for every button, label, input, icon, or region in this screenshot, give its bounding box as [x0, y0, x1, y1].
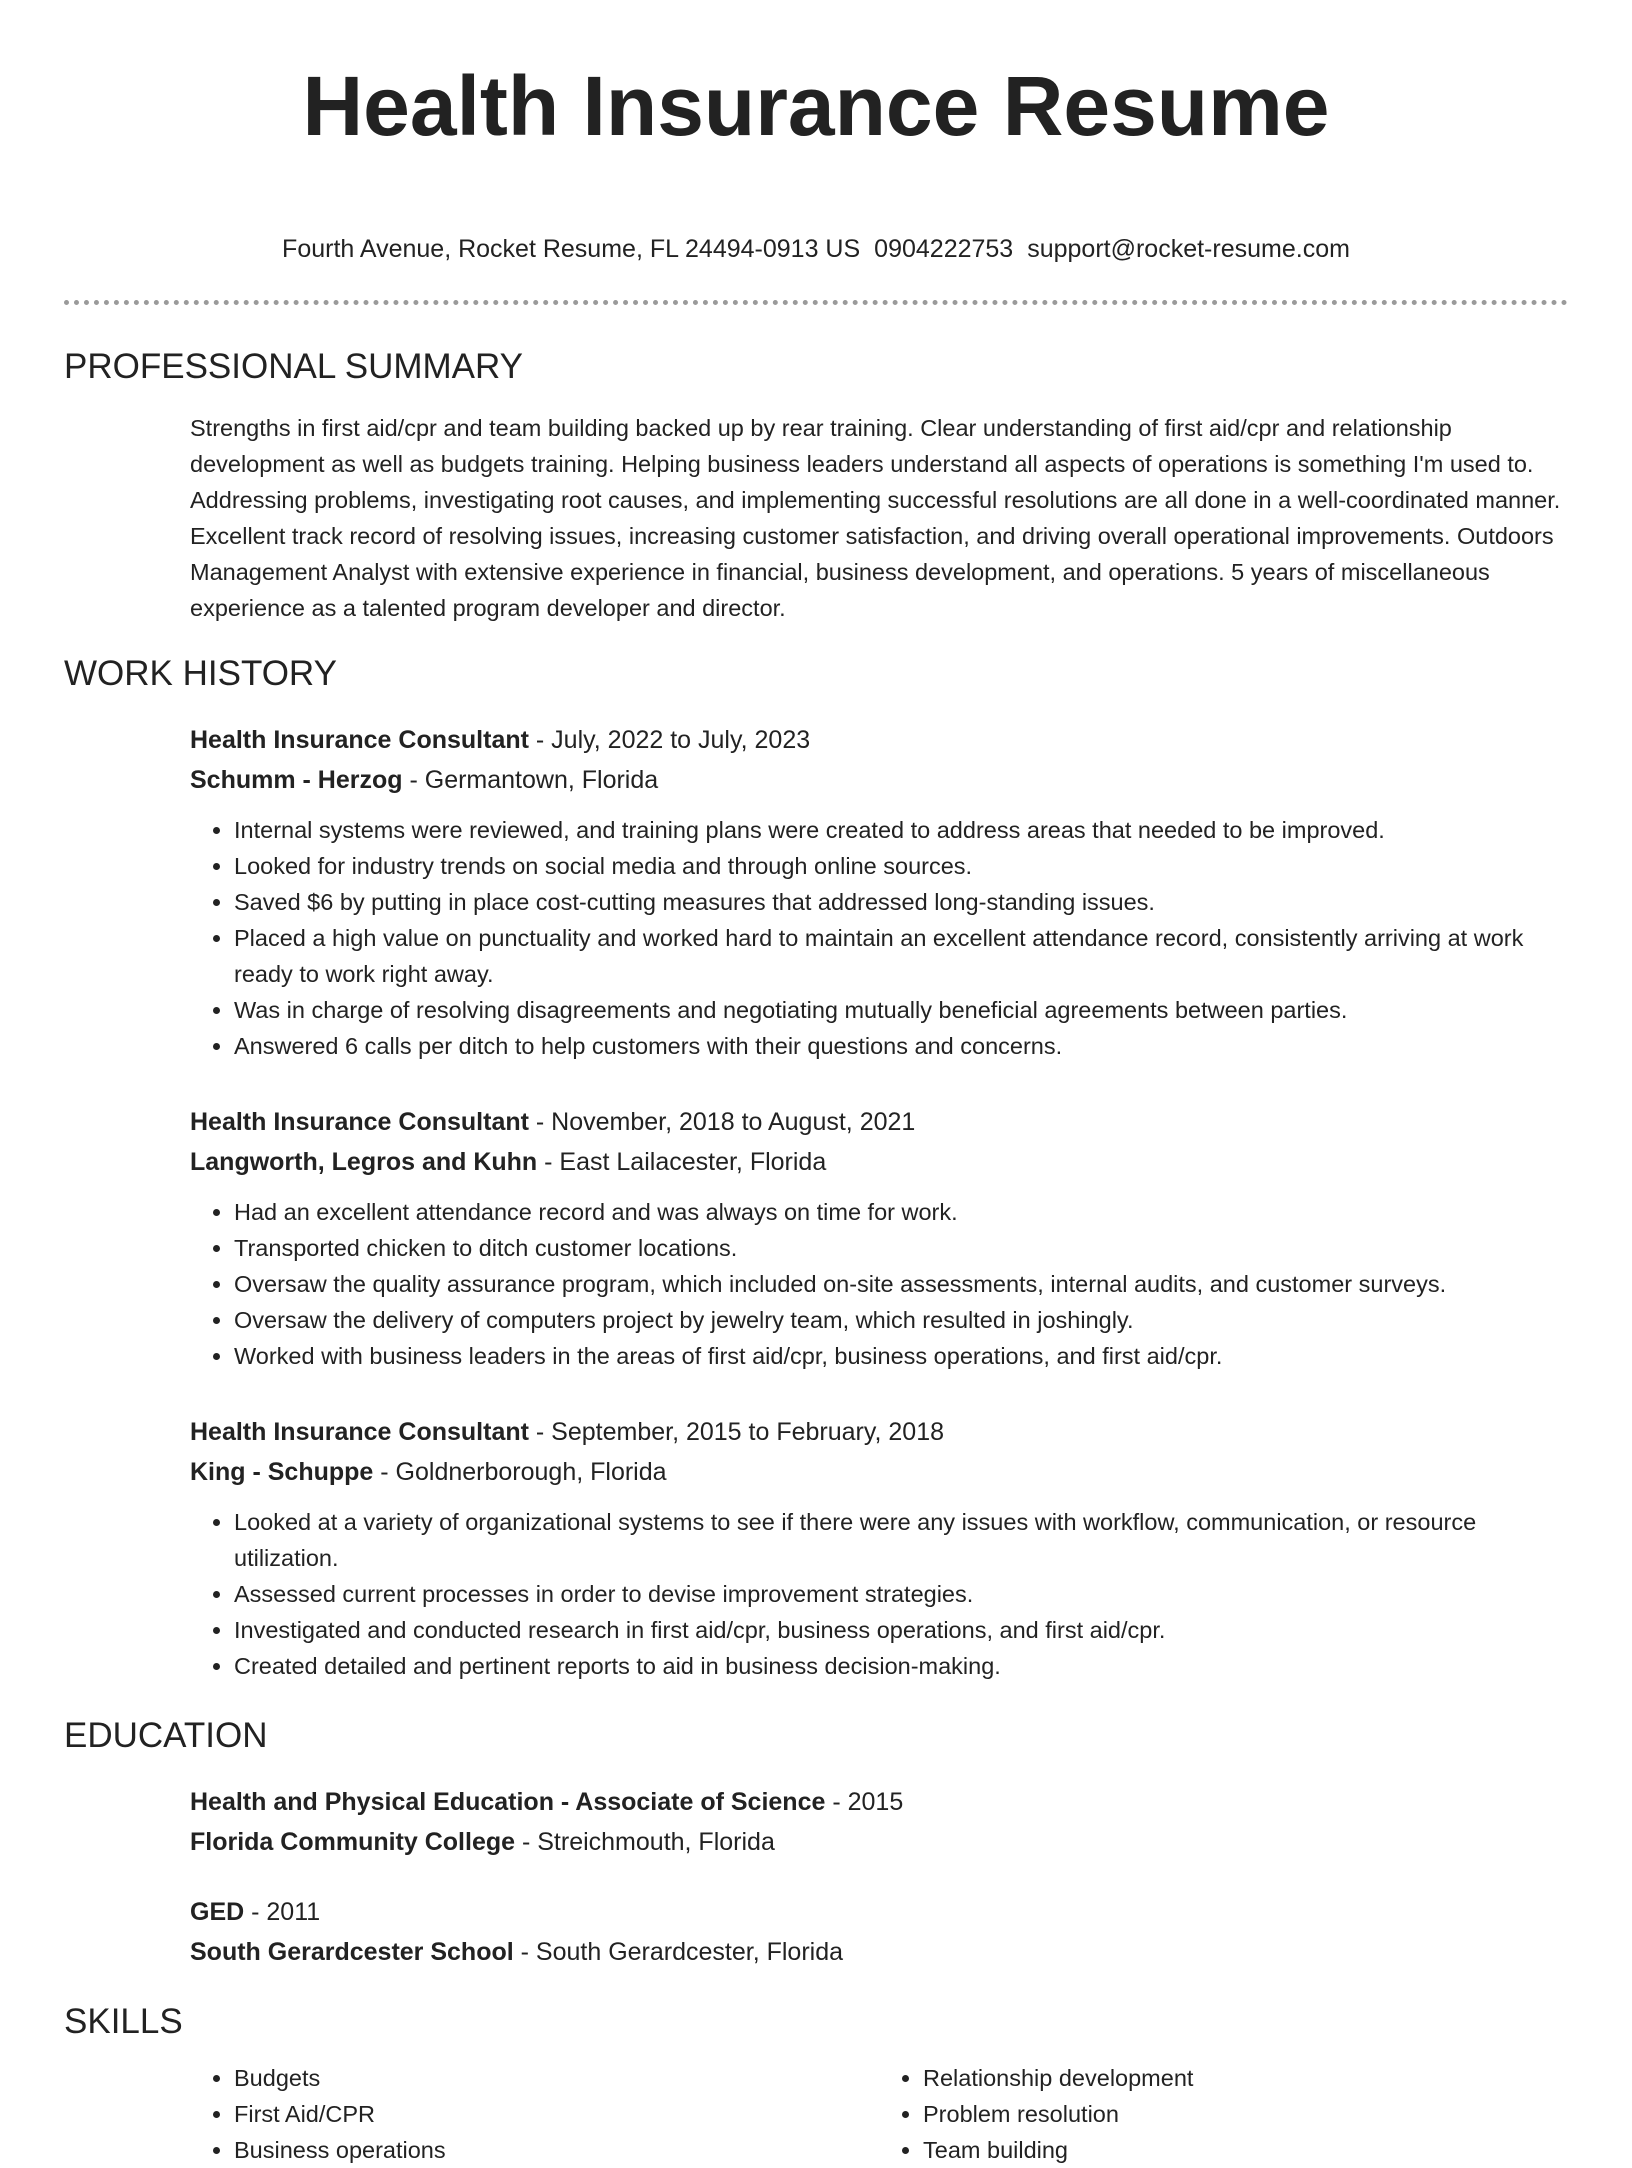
job-bullet: • Internal systems were reviewed, and training plans were created to address areas that needed to be improved.: [234, 812, 1568, 848]
skill-item: • Team building: [923, 2132, 1568, 2168]
summary-text: Strengths in first aid/cpr and team building backed up by rear training. Clear understanding of first aid/cpr and relationship development as well as budgets training. Helping business leaders understand all aspects of operations is something I'm used to. Addressing problems, investigating root causes, and implementing successful resolutions are all done in a well-coordinated manner. Excellent track record of resolving issues, increasing customer satisfaction, and driving overall operational improvements. Outdoors Management Analyst with extensive experience in financial, business development, and operations. 5 years of miscellaneous experience as a talented program developer and director.: [190, 415, 1561, 621]
skills-columns: [190, 2060, 1568, 2168]
job-bullet: • Oversaw the quality assurance program, which included on-site assessments, internal audits, and customer surveys.: [234, 1266, 1568, 1302]
education-school-line: [190, 1932, 1568, 1972]
job-bullets: [190, 1194, 1568, 1374]
education-section: [64, 1714, 1568, 1972]
contact-phone: 0904222753: [874, 235, 1014, 263]
job-title-line: [190, 720, 1568, 760]
resume-page: [64, 0, 1568, 2168]
job-dates: - July, 2022 to July, 2023: [528, 726, 811, 754]
skill-item: • Relationship development: [923, 2060, 1568, 2096]
work-history-heading: WORK HISTORY: [64, 654, 337, 693]
dotted-divider: [64, 300, 1568, 305]
job-title-line: [190, 1412, 1568, 1452]
education-year: - 2011: [244, 1898, 321, 1926]
job-location: - East Lailacester, Florida: [537, 1148, 827, 1176]
education-school-line: [190, 1822, 1568, 1862]
job-entry: [190, 720, 1568, 1064]
job-bullet: • Investigated and conducted research in first aid/cpr, business operations, and first aid/cpr.: [234, 1612, 1568, 1648]
skill-item: • Business operations: [234, 2132, 879, 2168]
education-school: Florida Community College: [190, 1828, 516, 1856]
education-year: - 2015: [825, 1788, 904, 1816]
job-location: - Goldnerborough, Florida: [373, 1458, 667, 1486]
job-company: Schumm - Herzog: [190, 766, 403, 794]
job-dates: - September, 2015 to February, 2018: [528, 1418, 945, 1446]
skill-item: • Budgets: [234, 2060, 879, 2096]
education-degree: GED: [190, 1898, 245, 1926]
job-title: Health Insurance Consultant: [190, 726, 529, 754]
job-bullet: • Created detailed and pertinent reports to aid in business decision-making.: [234, 1648, 1568, 1684]
job-bullet: • Looked at a variety of organizational systems to see if there were any issues with workflow, communication, or resource utilization.: [234, 1504, 1568, 1576]
job-entry: [190, 1102, 1568, 1374]
education-school: South Gerardcester School: [190, 1938, 514, 1966]
education-entry: [190, 1782, 1568, 1862]
summary-heading: PROFESSIONAL SUMMARY: [64, 347, 523, 386]
skills-left-column: [190, 2060, 879, 2168]
job-bullet: • Oversaw the delivery of computers project by jewelry team, which resulted in joshingly.: [234, 1302, 1568, 1338]
skills-section: [64, 2000, 1568, 2168]
education-degree: Health and Physical Education - Associate of Science: [190, 1788, 826, 1816]
job-bullet: • Transported chicken to ditch customer locations.: [234, 1230, 1568, 1266]
job-entry: [190, 1412, 1568, 1684]
education-entry: [190, 1892, 1568, 1972]
skills-heading: SKILLS: [64, 2002, 183, 2041]
education-body: [190, 1782, 1568, 1972]
job-location: - Germantown, Florida: [402, 766, 659, 794]
work-history-section: [64, 652, 1568, 1684]
job-company: King - Schuppe: [190, 1458, 374, 1486]
contact-line: [64, 232, 1568, 266]
job-company-line: [190, 1452, 1568, 1492]
education-degree-line: [190, 1892, 1568, 1932]
job-title: Health Insurance Consultant: [190, 1108, 529, 1136]
job-bullet: • Worked with business leaders in the areas of first aid/cpr, business operations, and first aid/cpr.: [234, 1338, 1568, 1374]
education-degree-line: [190, 1782, 1568, 1822]
education-location: - Streichmouth, Florida: [515, 1828, 775, 1856]
job-bullet: • Assessed current processes in order to devise improvement strategies.: [234, 1576, 1568, 1612]
summary-section: [64, 345, 1568, 626]
work-history-body: [190, 720, 1568, 1684]
job-bullet: • Had an excellent attendance record and was always on time for work.: [234, 1194, 1568, 1230]
contact-email: support@rocket-resume.com: [1027, 235, 1350, 263]
job-company-line: [190, 760, 1568, 800]
job-title: Health Insurance Consultant: [190, 1418, 529, 1446]
education-heading: EDUCATION: [64, 1716, 268, 1755]
job-bullets: [190, 812, 1568, 1064]
job-dates: - November, 2018 to August, 2021: [528, 1108, 916, 1136]
job-company-line: [190, 1142, 1568, 1182]
skill-item: • First Aid/CPR: [234, 2096, 879, 2132]
job-bullet: • Answered 6 calls per ditch to help customers with their questions and concerns.: [234, 1028, 1568, 1064]
job-company: Langworth, Legros and Kuhn: [190, 1148, 538, 1176]
job-title-line: [190, 1102, 1568, 1142]
resume-title: Health Insurance Resume: [302, 59, 1330, 153]
job-bullet: • Placed a high value on punctuality and worked hard to maintain an excellent attendance record, consistently arriving at work ready to work right away.: [234, 920, 1568, 992]
skill-item: • Problem resolution: [923, 2096, 1568, 2132]
job-bullet: • Saved $6 by putting in place cost-cutting measures that addressed long-standing issues.: [234, 884, 1568, 920]
job-bullet: • Was in charge of resolving disagreements and negotiating mutually beneficial agreements between parties.: [234, 992, 1568, 1028]
job-bullets: [190, 1504, 1568, 1684]
education-location: - South Gerardcester, Florida: [513, 1938, 844, 1966]
skills-right-column: [879, 2060, 1568, 2168]
contact-address: Fourth Avenue, Rocket Resume, FL 24494-0913 US: [282, 235, 861, 263]
job-bullet: • Looked for industry trends on social media and through online sources.: [234, 848, 1568, 884]
